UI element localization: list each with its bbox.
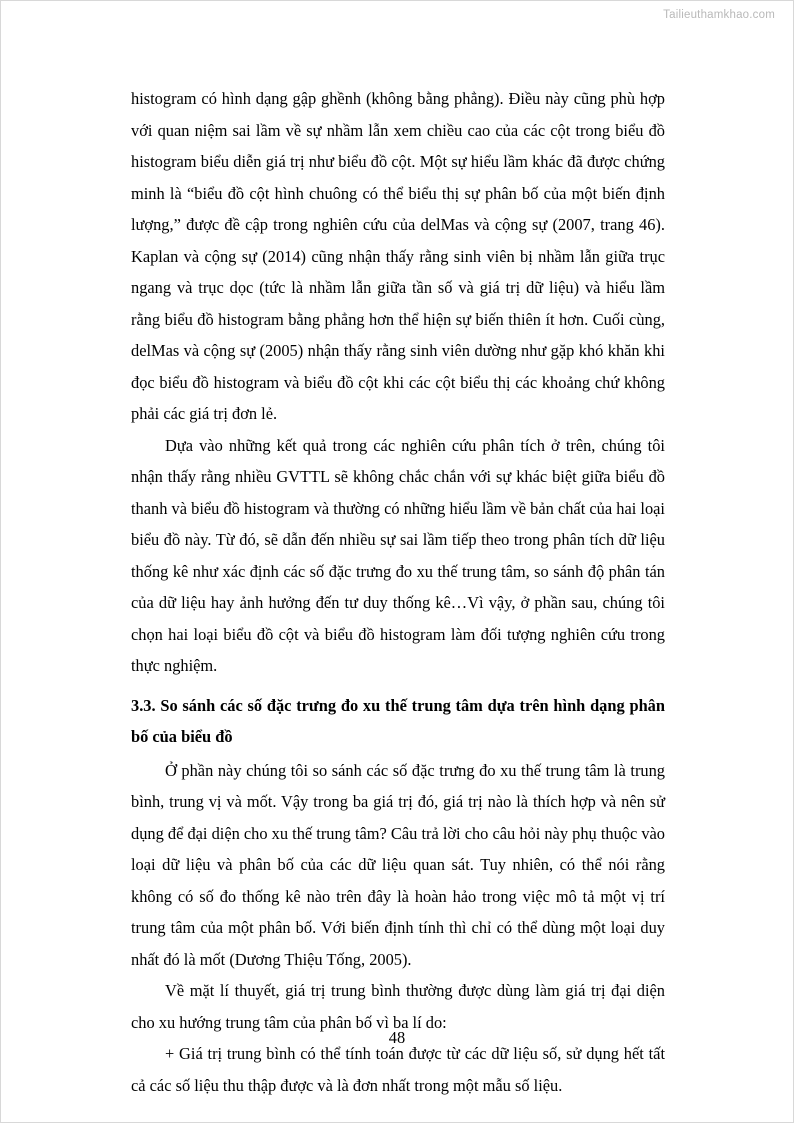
- paragraph-1: histogram có hình dạng gập ghềnh (không bằng phẳng). Điều này cũng phù hợp với quan niệm sai lầm về sự nhầm lẫn xem chiều cao của các cột trong biểu đồ histogram biểu diễn giá trị như biểu đồ cột. Một sự hiểu lầm khác đã được chứng minh là “biểu đồ cột hình chuông có thể biểu thị sự phân bố của một biến định lượng,” được đề cập trong nghiên cứu của delMas và cộng sự (2007, trang 46). Kaplan và cộng sự (2014) cũng nhận thấy rằng sinh viên bị nhầm lẫn giữa trục ngang và trục dọc (tức là nhầm lẫn giữa tần số và giá trị dữ liệu) và hiểu lầm rằng biểu đồ histogram bằng phẳng hơn thể hiện sự biến thiên ít hơn. Cuối cùng, delMas và cộng sự (2005) nhận thấy rằng sinh viên dường như gặp khó khăn khi đọc biểu đồ histogram và biểu đồ cột khi các cột biểu thị các khoảng chứ không phải các giá trị đơn lẻ.: [131, 89, 665, 423]
- page-body: [131, 83, 665, 1101]
- paragraph-5: + Giá trị trung bình có thể tính toán được từ các dữ liệu số, sử dụng hết tất cả các số liệu thu thập được và là đơn nhất trong một mẫu số liệu.: [131, 1044, 665, 1095]
- paragraph-4: Về mặt lí thuyết, giá trị trung bình thường được dùng làm giá trị đại diện cho xu hướng trung tâm của phân bố vì ba lí do:: [131, 981, 665, 1032]
- page-number: 48: [388, 1028, 406, 1047]
- paragraph-2: Dựa vào những kết quả trong các nghiên cứu phân tích ở trên, chúng tôi nhận thấy rằng nhiều GVTTL sẽ không chắc chắn với sự khác biệt giữa biểu đồ thanh và biểu đồ histogram và thường có những hiểu lầm về bản chất của hai loại biểu đồ này. Từ đó, sẽ dẫn đến nhiều sự sai lầm tiếp theo trong phân tích dữ liệu thống kê như xác định các số đặc trưng đo xu thế trung tâm, so sánh độ phân tán của dữ liệu hay ảnh hưởng đến tư duy thống kê…Vì vậy, ở phần sau, chúng tôi chọn hai loại biểu đồ cột và biểu đồ histogram làm đối tượng nghiên cứu trong thực nghiệm.: [131, 435, 665, 675]
- watermark-text: Tailieuthamkhao.com: [663, 9, 775, 21]
- paragraph-3: Ở phần này chúng tôi so sánh các số đặc trưng đo xu thế trung tâm là trung bình, trung vị và mốt. Vậy trong ba giá trị đó, giá trị nào là thích hợp và nên sử dụng để đại diện cho xu thế trung tâm? Câu trả lời cho câu hỏi này phụ thuộc vào loại dữ liệu và phân bố của các dữ liệu quan sát. Tuy nhiên, có thể nói rằng không có số đo thống kê nào trên đây là hoàn hảo trong việc mô tả một vị trí trung tâm của một phân bố. Với biến định tính thì chỉ có thể dùng một loại duy nhất đó là mốt (Dương Thiệu Tống, 2005).: [131, 760, 665, 969]
- section-heading-3-3: 3.3. So sánh các số đặc trưng đo xu thế trung tâm dựa trên hình dạng phân bố của biểu đồ: [131, 695, 665, 746]
